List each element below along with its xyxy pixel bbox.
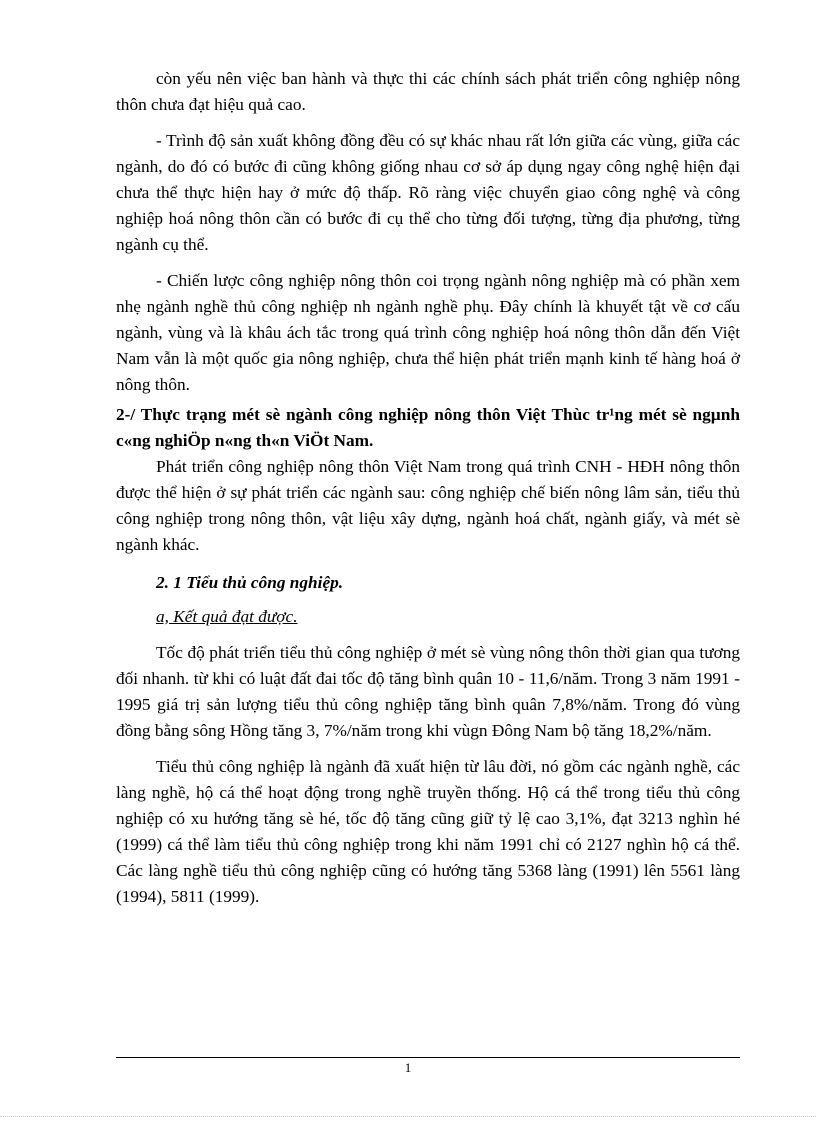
paragraph-growth-rate: Tốc độ phát triển tiểu thủ công nghiệp ở mét sè vùng nông thôn thời gian qua tương đối nhanh. từ khi có luật đất đai tốc độ tăng bình quân 10 - 11,6/năm. Trong 3 năm 1991 - 1995 giá trị sản lượng tiểu thủ công nghiệp tăng bình quân 7,8%/năm. Trong đó vùng đồng bằng sông Hồng tăng 3, 7%/năm trong khi vùgn Đông Nam bộ tăng 18,2%/năm. <box>116 643 740 740</box>
page-boundary <box>0 1116 816 1117</box>
page-number: 1 <box>404 1060 412 1075</box>
document-body <box>116 66 740 910</box>
section-heading: 2-/ Thực trạng mét sè ngành công nghiệp nông thôn Việt Thùc tr¹ng mét sè ngµnh c«ng nghiÖp n«ng th«n ViÖt Nam. <box>116 405 740 450</box>
paragraph-strategy: - Chiến lược công nghiệp nông thôn coi trọng ngành nông nghiệp mà có phần xem nhẹ ngành nghề thủ công nghiệp nh ngành nghề phụ. Đây chính là khuyết tật về cơ cấu ngành, vùng và là khâu ách tắc trong quá trình công nghiệp hoá nông thôn dẫn đến Việt Nam vẫn là một quốc gia nông nghiệp, chưa thể hiện phát triển mạnh kinh tế hàng hoá ở nông thôn. <box>116 271 740 394</box>
paragraph-continuation: còn yếu nên việc ban hành và thực thi các chính sách phát triển công nghiệp nông thôn chưa đạt hiệu quả cao. <box>116 69 740 114</box>
paragraph-handicraft: Tiểu thủ công nghiệp là ngành đã xuất hiện từ lâu đời, nó gồm các ngành nghề, các làng nghề, hộ cá thể hoạt động trong nghề truyền thống. Hộ cá thể trong tiểu thủ công nghiệp có xu hướng tăng sè hé, tốc độ tăng cũng giữ tỷ lệ cao 3,1%, đạt 3213 nghìn hé (1999) cá thể làm tiểu thủ công nghiệp trong khi năm 1991 chỉ có 2127 nghìn hộ cá thể. Các làng nghề tiểu thủ công nghiệp cũng có hướng tăng 5368 làng (1991) lên 5561 làng (1994), 5811 (1999). <box>116 757 740 906</box>
paragraph-development: Phát triển công nghiệp nông thôn Việt Nam trong quá trình CNH - HĐH nông thôn được thể hiện ở sự phát triển các ngành sau: công nghiệp chế biến nông lâm sản, tiểu thủ công nghiệp trong nông thôn, vật liệu xây dựng, ngành hoá chất, ngành giấy, và mét sè ngành khác. <box>116 457 740 554</box>
paragraph-uneven-production: - Trình độ sản xuất không đồng đều có sự khác nhau rất lớn giữa các vùng, giữa các ngành, do đó có bước đi cũng không giống nhau cơ sở áp dụng ngay công nghệ hiện đại chưa thể thực hiện hay ở mức độ thấp. Rõ ràng việc chuyển giao công nghệ và công nghiệp hoá nông thôn cần có bước đi cụ thể cho từng đối tượng, từng địa phương, từng ngành cụ thể. <box>116 131 740 254</box>
subsection-heading: 2. 1 Tiểu thủ công nghiệp. <box>156 573 344 592</box>
subsubsection-heading: a, Kết quả đạt được. <box>156 607 298 626</box>
footer-divider <box>116 1057 740 1058</box>
